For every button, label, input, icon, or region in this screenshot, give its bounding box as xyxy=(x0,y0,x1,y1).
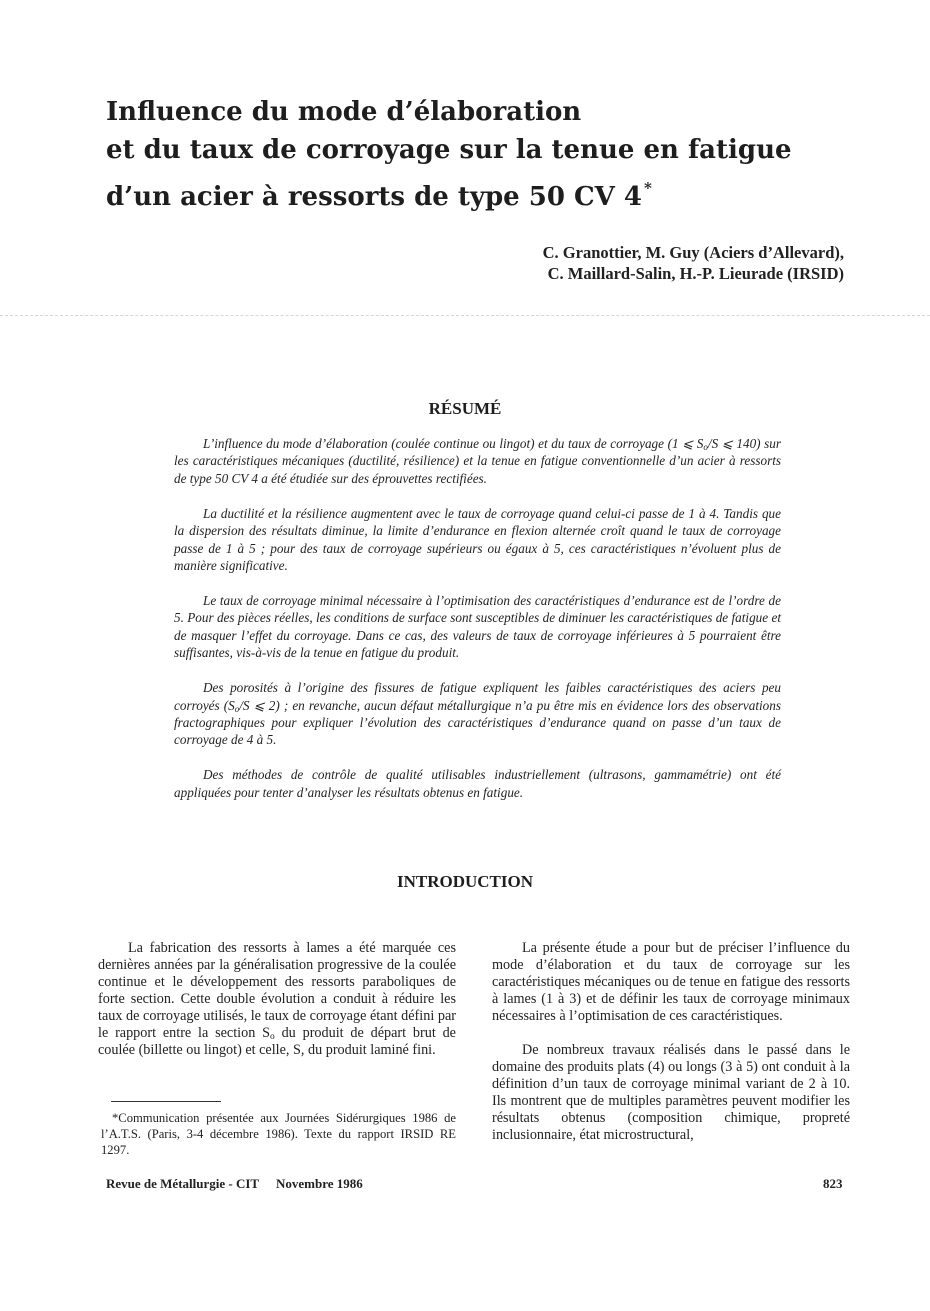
footer-page-number: 823 xyxy=(823,1176,843,1191)
footnote xyxy=(101,1111,456,1158)
abstract xyxy=(174,435,781,819)
footnote-text: *Communication présentée aux Journées Sidérurgiques 1986 de l’A.T.S. (Paris, 3-4 décembre 1986). Texte du rapport IRSID RE 1297. xyxy=(101,1111,456,1157)
intro-left-p1-text-a: La fabrication des ressorts à lames a été marquée ces dernières années par la généralisation progressive de la coulée continue et le développement des ressorts paraboliques de forte section. Cette double évolution a conduit à réduire les taux de corroyage utilisés, le taux de corroyage étant défini par le rapport entre la section S xyxy=(98,940,456,1041)
abstract-paragraph-1 xyxy=(174,435,781,487)
title-line-2: et du taux de corroyage sur la tenue en fatigue xyxy=(106,135,792,165)
abstract-paragraph-5: Des méthodes de contrôle de qualité utilisables industriellement (ultrasons, gammamétrie) ont été appliquées pour tenter d’analyser les résultats obtenus en fatigue. xyxy=(174,767,781,800)
abstract-p1-subscript: o xyxy=(703,442,708,452)
authors-line-2: C. Maillard-Salin, H.-P. Lieurade (IRSID) xyxy=(547,264,844,283)
author-list xyxy=(460,242,844,284)
article-title xyxy=(106,93,886,216)
abstract-paragraph-3: Le taux de corroyage minimal nécessaire à l’optimisation des caractéristiques d’endurance est de l’ordre de 5. Pour des pièces réelles, les conditions de surface sont susceptibles de diminuer les caractéristiques de fatigue et de masquer l’effet du corroyage. Dans ce cas, des valeurs de taux de corroyage inférieures à 5 pourraient être suffisantes, vis-à-vis de la tenue en fatigue du produit. xyxy=(174,593,781,661)
authors-line-1: C. Granottier, M. Guy (Aciers d’Allevard), xyxy=(542,243,844,262)
title-footnote-mark: * xyxy=(644,179,652,197)
title-line-3-text: d’un acier à ressorts de type 50 CV 4 xyxy=(106,182,642,212)
intro-left-p1-subscript: o xyxy=(270,1032,275,1042)
resume-heading: RÉSUMÉ xyxy=(428,399,502,418)
abstract-p1-text-a: L’influence du mode d’élaboration (coulée continue ou lingot) et du taux de corroyage (1 ⩽ S xyxy=(203,436,704,451)
intro-right-paragraph-2: De nombreux travaux réalisés dans le passé dans le domaine des produits plats (4) ou longs (3 à 5) ont conduit à la définition d’un taux de corroyage minimal variant de 2 à 10. Ils montrent que de multiples paramètres peuvent modifier les résultats obtenus (composition chimique, propreté inclusionnaire, état microstructural, xyxy=(492,1042,850,1143)
footnote-rule xyxy=(111,1101,221,1102)
footer-journal: Revue de Métallurgie - CIT xyxy=(106,1176,260,1191)
abstract-p4-subscript: o xyxy=(234,703,240,714)
header-divider xyxy=(0,315,930,316)
abstract-p4-text-b: /S ⩽ 2) ; en revanche, aucun défaut métallurgique n’a pu être mis en évidence lors des observations fractographiques pour expliquer l’évolution des caractéristiques d’endurance quand on passe d’un taux de corroyage de 4 à 5. xyxy=(174,697,782,748)
intro-left-paragraph-1 xyxy=(98,940,456,1059)
footer-date: Novembre 1986 xyxy=(276,1176,363,1191)
title-line-3 xyxy=(106,169,886,216)
left-column xyxy=(98,940,456,1076)
intro-left-p1-text-b: du produit de départ brut de coulée (billette ou lingot) et celle, S, du produit laminé fini. xyxy=(98,1025,456,1058)
intro-right-paragraph-1: La présente étude a pour but de préciser l’influence du mode d’élaboration et du taux de corroyage sur les caractéristiques mécaniques ou de tenue en fatigue des ressorts à lames (1 à 3) et de définir les taux de corroyage minimaux nécessaires à l’optimisation de ces caractéristiques. xyxy=(492,940,850,1024)
abstract-paragraph-4 xyxy=(174,679,781,749)
right-column xyxy=(492,940,850,1161)
abstract-p4-text-a: Des porosités à l’origine des fissures de fatigue expliquent les faibles caractéristiques des aciers peu corroyés (S xyxy=(174,680,781,713)
introduction-heading: INTRODUCTION xyxy=(396,872,534,891)
abstract-paragraph-2: La ductilité et la résilience augmentent avec le taux de corroyage quand celui-ci passe de 1 à 4. Tandis que la dispersion des résultats diminue, la limite d’endurance en flexion alternée croît quand le taux de corroyage passe de 1 à 5 ; pour des taux de corroyage supérieurs ou égaux à 5, ces caractéristiques n’évoluent plus de manière significative. xyxy=(174,505,781,574)
title-line-1: Influence du mode d’élaboration xyxy=(106,97,582,127)
abstract-p1-text-b: /S ⩽ 140) sur les caractéristiques mécaniques (ductilité, résilience) et la tenue en fatigue conventionnelle d’un acier à ressorts de type 50 CV 4 a été étudiée sur des éprouvettes rectifiées. xyxy=(174,436,782,486)
